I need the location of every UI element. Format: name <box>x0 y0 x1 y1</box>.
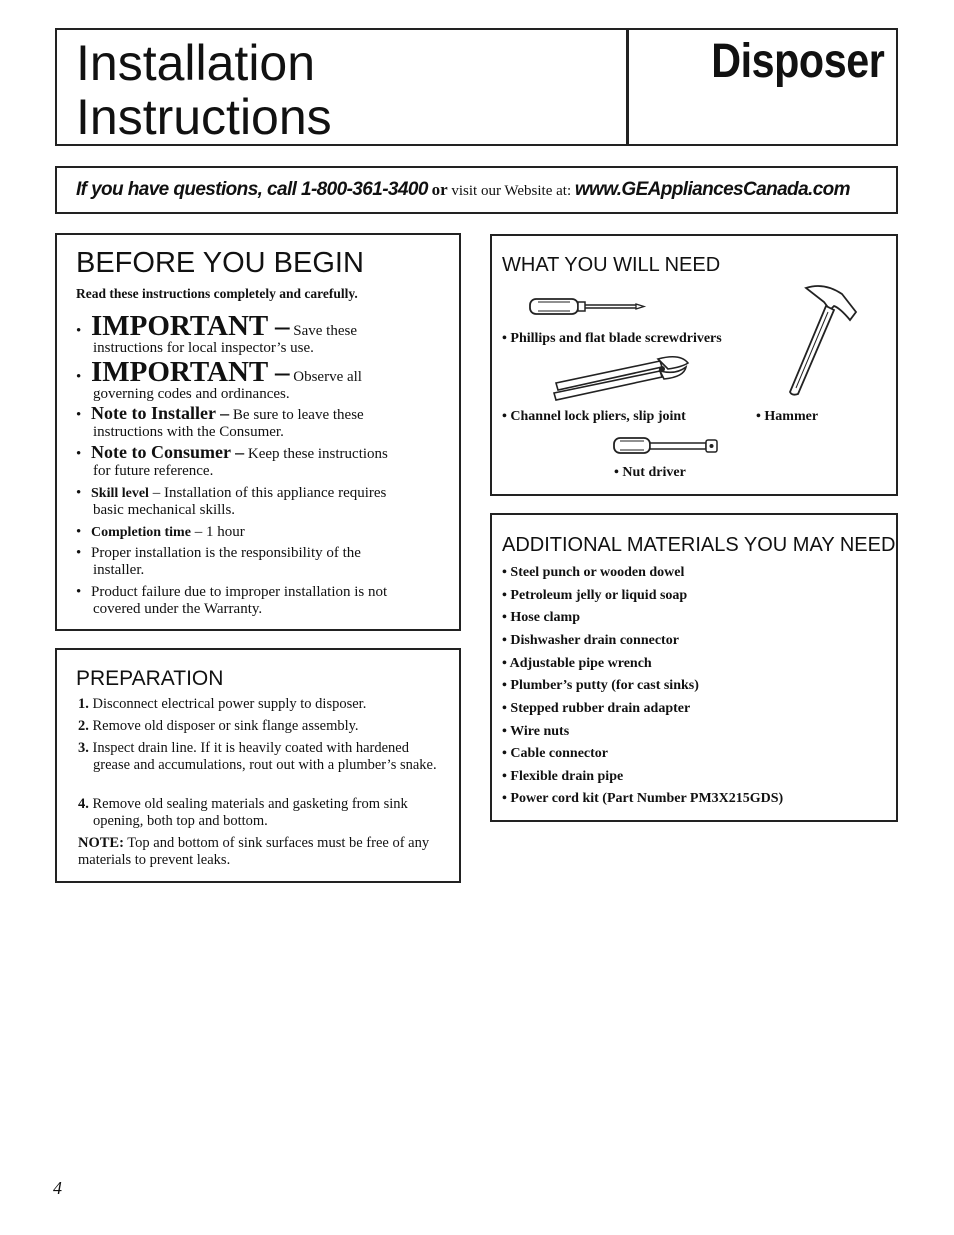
before-heading: BEFORE YOU BEGIN <box>76 247 364 279</box>
important-text: Observe all <box>293 369 362 385</box>
proper-installation-text: Proper installation is the responsibility of the <box>91 545 361 561</box>
warranty-item: • Product failure due to improper installation is not covered under the Warranty. <box>76 584 448 618</box>
prep-note <box>78 835 444 869</box>
material-item: • Wire nuts <box>502 724 570 739</box>
product-title: Disposer <box>710 35 884 88</box>
materials-heading: ADDITIONAL MATERIALS YOU MAY NEED <box>502 534 896 556</box>
important-cont: instructions for local inspector’s use. <box>93 340 314 356</box>
material-item: • Power cord kit (Part Number PM3X215GDS) <box>502 791 784 806</box>
preparation-heading: PREPARATION <box>76 667 224 690</box>
page-number: 4 <box>53 1178 62 1198</box>
material-item: • Adjustable pipe wrench <box>502 656 652 671</box>
screwdriver-icon <box>528 296 648 318</box>
material-item: • Stepped rubber drain adapter <box>502 701 691 716</box>
prep-step <box>78 718 444 735</box>
important-label: IMPORTANT – <box>91 310 290 342</box>
skill-level-item: • Skill level – Installation of this appliance requires basic mechanical skills. <box>76 485 448 519</box>
step-number: 3. <box>78 740 89 756</box>
proper-installation-item: • Proper installation is the responsibility of the installer. <box>76 545 448 579</box>
doc-title-line2: Instructions <box>76 89 332 145</box>
note-consumer-label: Note to Consumer – <box>91 442 245 462</box>
doc-title-line1: Installation <box>76 35 316 91</box>
hammer-icon <box>784 284 860 398</box>
step-number: 2. <box>78 718 89 734</box>
warranty-cont: covered under the Warranty. <box>93 601 263 617</box>
step-text: Remove old sealing materials and gasketing from sink opening, both top and bottom. <box>92 796 408 829</box>
prep-step <box>78 740 444 774</box>
pliers-icon <box>550 353 695 405</box>
material-item: • Flexible drain pipe <box>502 769 624 784</box>
skill-level-label: Skill level <box>91 486 149 501</box>
contact-visit: visit our Website at: <box>451 183 572 199</box>
material-item: • Dishwasher drain connector <box>502 633 679 648</box>
step-text: Remove old disposer or sink flange assembly. <box>92 718 359 734</box>
warranty-text: Product failure due to improper installation is not <box>91 584 388 600</box>
skill-level-text: – Installation of this appliance requires <box>152 485 387 501</box>
before-intro: Read these instructions completely and carefully. <box>76 286 358 301</box>
note-installer-cont: instructions with the Consumer. <box>93 424 284 440</box>
note-consumer-item: • Note to Consumer – Keep these instructions for future reference. <box>76 444 448 480</box>
header-divider <box>626 28 629 146</box>
note-installer-label: Note to Installer – <box>91 403 230 423</box>
important-item-1: • IMPORTANT – Save these instructions for local inspector’s use. <box>76 312 448 357</box>
material-item: • Cable connector <box>502 746 608 761</box>
contact-question: If you have questions, call 1-800-361-3400 <box>76 179 428 200</box>
completion-time-label: Completion time <box>91 525 191 540</box>
important-label: IMPORTANT – <box>91 356 290 388</box>
completion-time-item: • Completion time – 1 hour <box>76 524 245 540</box>
material-item: • Steel punch or wooden dowel <box>502 565 685 580</box>
note-label: NOTE: <box>78 835 124 851</box>
tool-pliers: • Channel lock pliers, slip joint <box>502 409 686 424</box>
note-consumer-text: Keep these instructions <box>247 446 388 462</box>
step-text: Inspect drain line. If it is heavily coated with hardened grease and accumulations, rout out with a plumber’s snake. <box>92 740 437 773</box>
important-cont: governing codes and ordinances. <box>93 386 290 402</box>
step-text: Disconnect electrical power supply to disposer. <box>92 696 367 712</box>
material-item: • Petroleum jelly or liquid soap <box>502 588 688 603</box>
important-text: Save these <box>293 323 357 339</box>
prep-step <box>78 696 444 713</box>
proper-installation-cont: installer. <box>93 562 145 578</box>
note-consumer-cont: for future reference. <box>93 463 214 479</box>
step-number: 4. <box>78 796 89 812</box>
tool-hammer: • Hammer <box>756 409 819 424</box>
prep-step <box>78 796 444 830</box>
important-item-2: • IMPORTANT – Observe all governing codes and ordinances. <box>76 358 448 403</box>
tools-heading: WHAT YOU WILL NEED <box>502 254 721 276</box>
contact-or: or <box>431 180 448 199</box>
tool-screwdrivers: • Phillips and flat blade screwdrivers <box>502 331 722 346</box>
note-installer-item: • Note to Installer – Be sure to leave these instructions with the Consumer. <box>76 405 448 441</box>
step-number: 1. <box>78 696 89 712</box>
note-text: Top and bottom of sink surfaces must be free of any materials to prevent leaks. <box>78 835 430 868</box>
material-item: • Plumber’s putty (for cast sinks) <box>502 678 699 693</box>
nut-driver-icon <box>612 436 722 456</box>
skill-level-cont: basic mechanical skills. <box>93 502 236 518</box>
contact-url[interactable]: www.GEAppliancesCanada.com <box>574 179 850 200</box>
contact-line <box>76 177 886 204</box>
note-installer-text: Be sure to leave these <box>232 407 364 423</box>
tool-nut-driver: • Nut driver <box>614 465 686 480</box>
material-item: • Hose clamp <box>502 610 581 625</box>
completion-time-text: – 1 hour <box>194 524 245 540</box>
